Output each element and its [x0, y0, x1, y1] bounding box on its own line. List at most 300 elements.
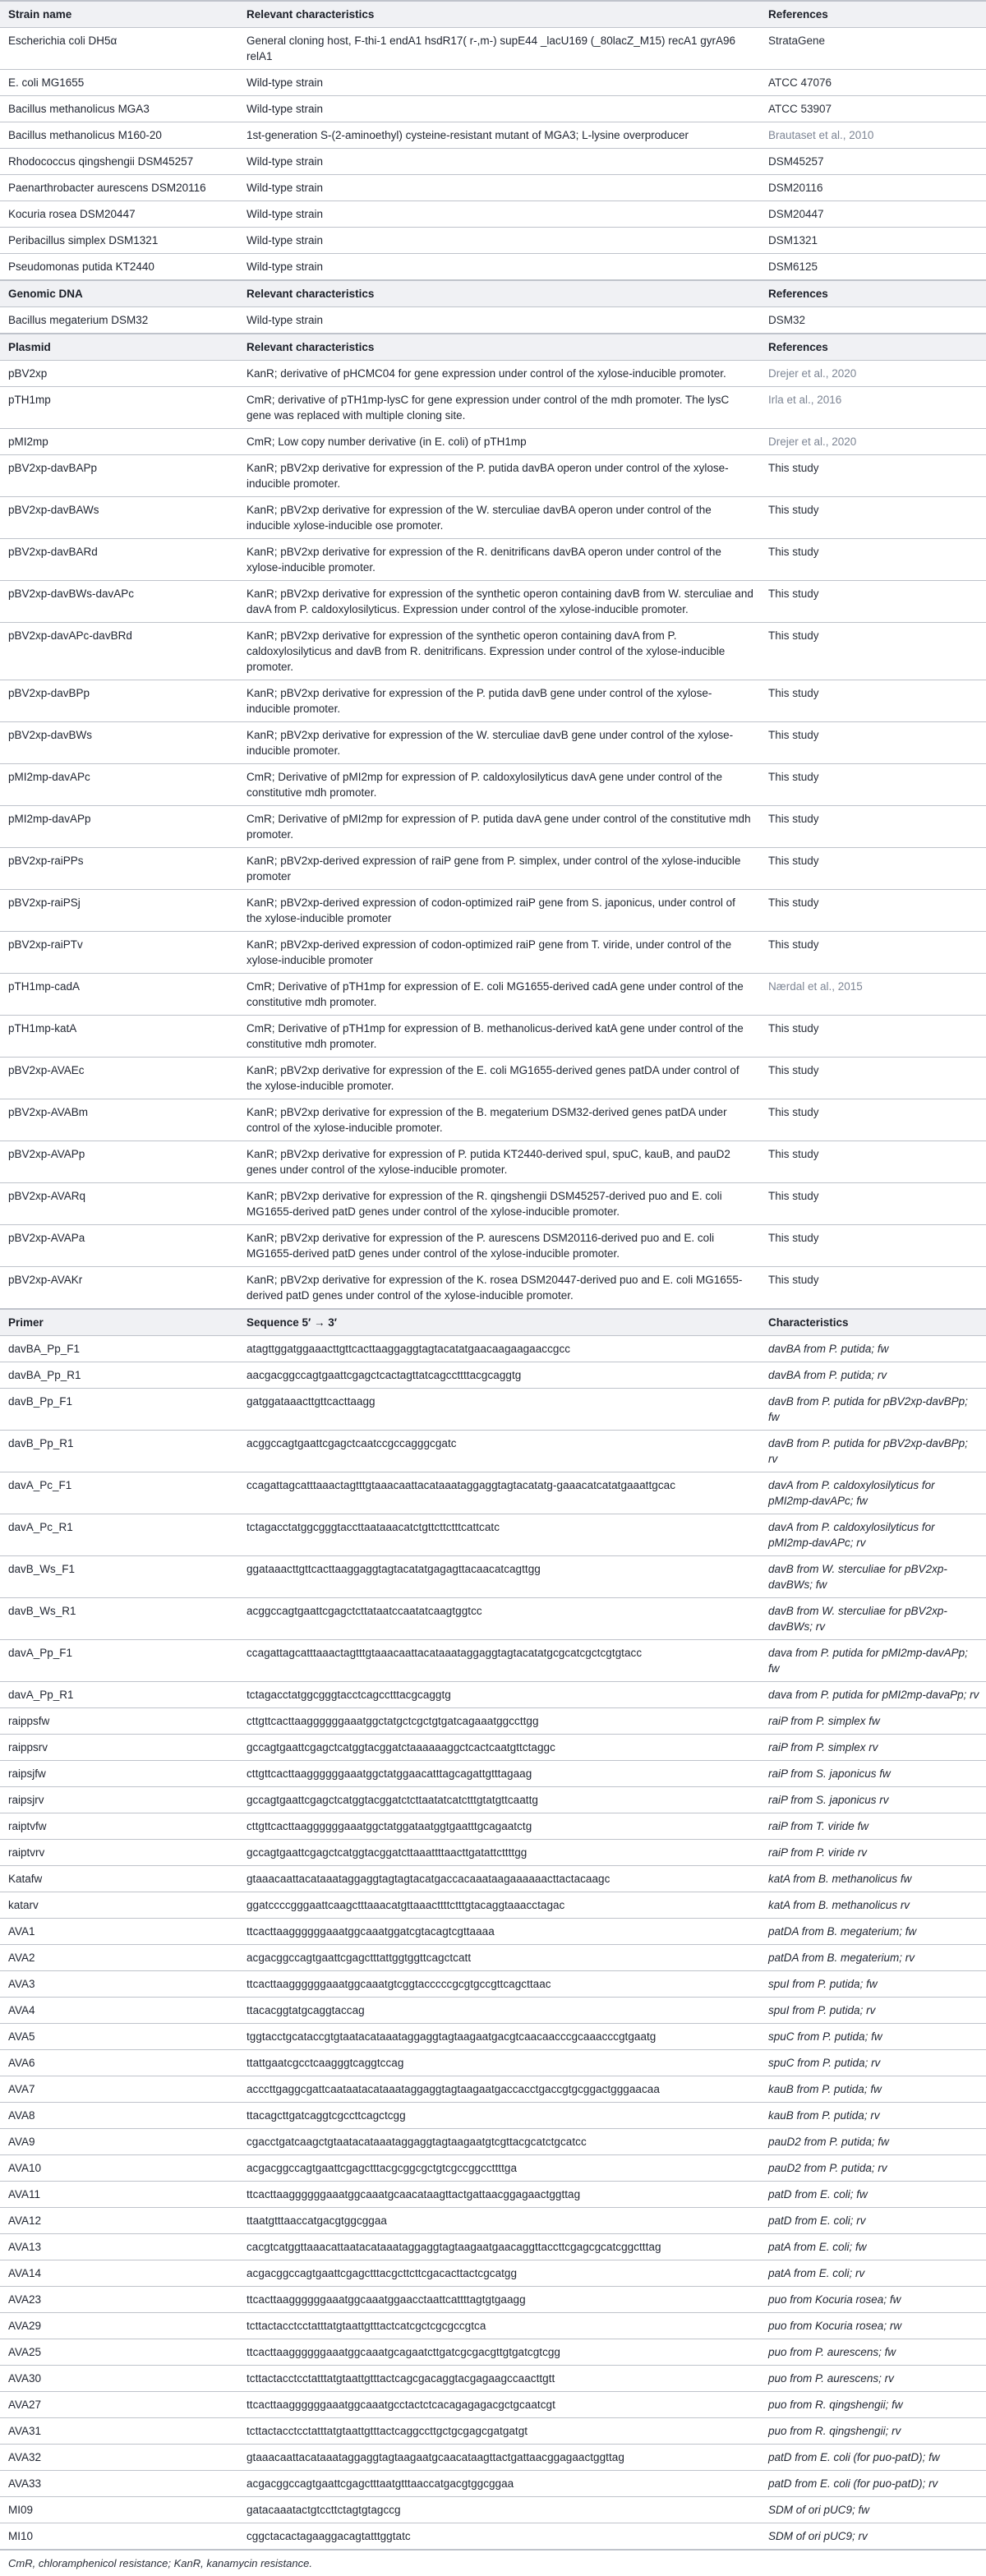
primers-cell-1: gtaaacaattacataaataggaggtagtaagaatgcaacataagttactgattaacggagaactggttag [238, 2445, 760, 2471]
primers-cell-1: cgacctgatcaagctgtaatacataaataggaggtagtaagaatgtcgttacgcatctgcatcc [238, 2129, 760, 2155]
table-row [0, 581, 986, 623]
table-row [0, 96, 986, 122]
primers-cell-2: patD from E. coli; rv [760, 2208, 986, 2234]
table-row [0, 2366, 986, 2392]
plasmids-header-row [0, 334, 986, 361]
genomic-cell-0: Bacillus megaterium DSM32 [0, 307, 238, 334]
strains-cell-2: Brautaset et al., 2010 [760, 122, 986, 149]
primers-cell-2: kauB from P. putida; fw [760, 2076, 986, 2103]
plasmids-cell-2: This study [760, 890, 986, 932]
primers-cell-2: davB from P. putida for pBV2xp-davBPp; fw [760, 1389, 986, 1431]
strains-cell-2: DSM45257 [760, 149, 986, 175]
strains-cell-0: Bacillus methanolicus M160-20 [0, 122, 238, 149]
strains-cell-2: DSM6125 [760, 254, 986, 281]
table-row [0, 890, 986, 932]
primers-cell-2: patD from E. coli (for puo-patD); rv [760, 2471, 986, 2497]
table-row [0, 2208, 986, 2234]
plasmids-cell-0: pTH1mp-katA [0, 1016, 238, 1058]
strains-cell-1: 1st-generation S-(2-aminoethyl) cysteine-resistant mutant of MGA3; L-lysine overproducer [238, 122, 760, 149]
plasmids-cell-1: KanR; pBV2xp derivative for expression of the W. sterculiae davB gene under control of the xylose-inducible promoter. [238, 722, 760, 764]
primers-cell-0: AVA27 [0, 2392, 238, 2418]
primers-cell-1: tcttactacctcctatttatgtaattgtttactcatcgctcgcgccgtca [238, 2313, 760, 2339]
primers-cell-1: gccagtgaattcgagctcatggtacggatcttaaattttaacttgatattcttttgg [238, 1840, 760, 1866]
plasmids-cell-2: This study [760, 722, 986, 764]
primers-cell-1: acggccagtgaattcgagctcttataatccaatatcaagtggtcc [238, 1598, 760, 1640]
plasmids-cell-0: pBV2xp [0, 361, 238, 387]
plasmids-cell-2: This study [760, 497, 986, 539]
plasmids-cell-1: KanR; pBV2xp derivative for expression of the R. qingshengii DSM45257-derived puo and E. coli MG1655-derived patD genes under control of the xylose-inducible promoter. [238, 1183, 760, 1225]
plasmids-header-2: References [760, 334, 986, 361]
plasmids-cell-1: KanR; pBV2xp-derived expression of codon-optimized raiP gene from T. viride, under control of the xylose-inducible promoter [238, 932, 760, 974]
table-row [0, 1866, 986, 1892]
primers-cell-2: raiP from P. simplex fw [760, 1708, 986, 1735]
primers-cell-2: kauB from P. putida; rv [760, 2103, 986, 2129]
primers-cell-2: puo from R. qingshengii; fw [760, 2392, 986, 2418]
table-row [0, 1336, 986, 1362]
strains-cell-2: StrataGene [760, 28, 986, 70]
strains-header-1: Relevant characteristics [238, 1, 760, 28]
plasmids-cell-1: KanR; pBV2xp derivative for expression of the K. rosea DSM20447-derived puo and E. coli MG1655-derived patD genes under control of the xylose-inducible promoter. [238, 1267, 760, 1310]
table-row [0, 1945, 986, 1971]
primers-cell-0: AVA11 [0, 2182, 238, 2208]
plasmids-cell-0: pBV2xp-AVARq [0, 1183, 238, 1225]
primers-cell-1: ttacacggtatgcaggtaccag [238, 1998, 760, 2024]
table-row [0, 1840, 986, 1866]
primers-cell-2: pauD2 from P. putida; fw [760, 2129, 986, 2155]
primers-cell-0: AVA25 [0, 2339, 238, 2366]
primers-cell-0: AVA30 [0, 2366, 238, 2392]
primers-cell-0: raipsjfw [0, 1761, 238, 1787]
plasmids-cell-1: KanR; pBV2xp-derived expression of codon-optimized raiP gene from S. japonicus, under control of the xylose-inducible promoter [238, 890, 760, 932]
primers-cell-2: patA from E. coli; fw [760, 2234, 986, 2260]
table-row [0, 149, 986, 175]
table-row [0, 1472, 986, 1514]
primers-cell-0: davA_Pp_F1 [0, 1640, 238, 1682]
strains-cell-2: ATCC 47076 [760, 70, 986, 96]
plasmids-cell-2: This study [760, 680, 986, 722]
plasmids-cell-2: This study [760, 455, 986, 497]
table-row [0, 254, 986, 281]
plasmids-cell-2: This study [760, 1016, 986, 1058]
table-row [0, 2182, 986, 2208]
plasmids-cell-2: Irla et al., 2016 [760, 387, 986, 429]
strains-cell-0: Paenarthrobacter aurescens DSM20116 [0, 175, 238, 201]
strains-cell-2: DSM20116 [760, 175, 986, 201]
primers-cell-0: AVA12 [0, 2208, 238, 2234]
primers-cell-0: raiptvfw [0, 1813, 238, 1840]
primers-cell-0: raippsfw [0, 1708, 238, 1735]
plasmids-header-1: Relevant characteristics [238, 334, 760, 361]
table-row [0, 623, 986, 680]
primers-cell-1: aacgacggccagtgaattcgagctcactagttatcagccttttacgcaggtg [238, 1362, 760, 1389]
primers-cell-2: raiP from S. japonicus fw [760, 1761, 986, 1787]
plasmids-cell-2: This study [760, 1183, 986, 1225]
plasmids-cell-1: KanR; pBV2xp derivative for expression of the synthetic operon containing davA from P. caldoxylosilyticus and davB from R. denitrificans. Expression under control of the xylose-inducible promoter. [238, 623, 760, 680]
primers-cell-0: AVA2 [0, 1945, 238, 1971]
plasmids-cell-1: CmR; Derivative of pMI2mp for expression of P. caldoxylosilyticus davA gene under control of the constitutive mdh promoter. [238, 764, 760, 806]
plasmids-cell-1: CmR; Derivative of pTH1mp for expression of E. coli MG1655-derived cadA gene under control of the constitutive mdh promoter. [238, 974, 760, 1016]
table-row [0, 2392, 986, 2418]
table-row [0, 1682, 986, 1708]
table-row [0, 1640, 986, 1682]
strains-cell-1: Wild-type strain [238, 70, 760, 96]
plasmids-cell-1: KanR; pBV2xp derivative for expression of the P. putida davB gene under control of the xylose-inducible promoter. [238, 680, 760, 722]
primers-cell-0: AVA8 [0, 2103, 238, 2129]
plasmids-cell-0: pMI2mp-davAPc [0, 764, 238, 806]
table-row [0, 1141, 986, 1183]
primers-cell-1: ttcacttaaggggggaaatggcaaatgcaacataagttactgattaacggagaactggttag [238, 2182, 760, 2208]
primers-cell-1: ggatccccgggaattcaagctttaaacatgttaaacttttctttgtacaggtaaacctagac [238, 1892, 760, 1919]
strains-cell-1: General cloning host, F-thi-1 endA1 hsdR17( r-,m-) supE44 _lacU169 (_80lacZ_M15) recA1 gyrA96 relA1 [238, 28, 760, 70]
table-row [0, 228, 986, 254]
plasmids-cell-2: This study [760, 806, 986, 848]
plasmids-cell-1: KanR; pBV2xp derivative for expression of P. putida KT2440-derived spuI, spuC, kauB, and pauD2 genes under control of the xylose-inducible promoter. [238, 1141, 760, 1183]
primers-cell-2: SDM of ori pUC9; fw [760, 2497, 986, 2523]
genomic-header-row [0, 280, 986, 307]
primers-cell-0: raippsrv [0, 1735, 238, 1761]
plasmids-cell-2: Drejer et al., 2020 [760, 361, 986, 387]
table-row [0, 1389, 986, 1431]
strains-cell-0: Pseudomonas putida KT2440 [0, 254, 238, 281]
primers-cell-2: davBA from P. putida; fw [760, 1336, 986, 1362]
plasmids-cell-1: KanR; pBV2xp derivative for expression of the B. megaterium DSM32-derived genes patDA under control of the xylose-inducible promoter. [238, 1099, 760, 1141]
table-row [0, 1787, 986, 1813]
table-row [0, 2339, 986, 2366]
plasmids-cell-1: KanR; pBV2xp derivative for expression of the R. denitrificans davBA operon under control of the xylose-inducible promoter. [238, 539, 760, 581]
table-row [0, 387, 986, 429]
plasmids-cell-1: CmR; Derivative of pMI2mp for expression of P. putida davA gene under control of the constitutive mdh promoter. [238, 806, 760, 848]
primers-cell-2: patA from E. coli; rv [760, 2260, 986, 2287]
table-row [0, 2155, 986, 2182]
plasmids-cell-0: pBV2xp-davBWs-davAPc [0, 581, 238, 623]
strains-header-0: Strain name [0, 1, 238, 28]
primers-cell-1: ttcacttaaggggggaaatggcaaatgcagaatcttgatcgcgacgttgtgatcgtcgg [238, 2339, 760, 2366]
strains-cell-0: Kocuria rosea DSM20447 [0, 201, 238, 228]
primers-cell-2: dava from P. putida for pMI2mp-davaPp; rv [760, 1682, 986, 1708]
primers-cell-1: gtaaacaattacataaataggaggtagtagtacatgaccacaaataagaaaaaacttactacaagc [238, 1866, 760, 1892]
primers-cell-2: davA from P. caldoxylosilyticus for pMI2mp-davAPc; rv [760, 1514, 986, 1556]
table-footnote: CmR, chloramphenicol resistance; KanR, kanamycin resistance. [0, 2549, 986, 2576]
genomic-header-0: Genomic DNA [0, 280, 238, 307]
primers-cell-1: cttgttcacttaaggggggaaatggctatggaacatttagcagattgtttagaag [238, 1761, 760, 1787]
plasmids-cell-2: This study [760, 1225, 986, 1267]
primers-cell-0: AVA32 [0, 2445, 238, 2471]
table-row [0, 201, 986, 228]
primers-header-0: Primer [0, 1309, 238, 1336]
primers-cell-0: MI10 [0, 2523, 238, 2550]
primers-cell-1: acgacggccagtgaattcgagctttacgcttcttcgacacttactcgcatgg [238, 2260, 760, 2287]
primers-cell-2: davA from P. caldoxylosilyticus for pMI2mp-davAPc; fw [760, 1472, 986, 1514]
strains-header-2: References [760, 1, 986, 28]
plasmids-cell-0: pBV2xp-AVAEc [0, 1058, 238, 1099]
table-row [0, 722, 986, 764]
plasmids-cell-0: pTH1mp-cadA [0, 974, 238, 1016]
primers-cell-1: acccttgaggcgattcaataatacataaataggaggtagtaagaatgaccacctgaccgtgcggactgggaacaa [238, 2076, 760, 2103]
table-row [0, 1708, 986, 1735]
strains-cell-1: Wild-type strain [238, 228, 760, 254]
table-row [0, 1919, 986, 1945]
table-row [0, 1892, 986, 1919]
primers-cell-2: puo from R. qingshengii; rv [760, 2418, 986, 2445]
primers-cell-0: davBA_Pp_R1 [0, 1362, 238, 1389]
plasmids-cell-0: pBV2xp-davBWs [0, 722, 238, 764]
primers-cell-2: dava from P. putida for pMI2mp-davAPp; fw [760, 1640, 986, 1682]
primers-cell-2: raiP from T. viride fw [760, 1813, 986, 1840]
primers-cell-1: ggataaacttgttcacttaaggaggtagtacatatgagagttacaacatcagttgg [238, 1556, 760, 1598]
primers-cell-2: davB from W. sterculiae for pBV2xp-davBWs; rv [760, 1598, 986, 1640]
genomic-cell-1: Wild-type strain [238, 307, 760, 334]
primers-cell-1: tcttactacctcctatttatgtaattgtttactcaggccttgctgcgagcgatgatgt [238, 2418, 760, 2445]
plasmids-cell-0: pBV2xp-AVABm [0, 1099, 238, 1141]
primers-cell-1: tcttactacctcctatttatgtaattgtttactcagcgacaggtacgagaagccaacttgtt [238, 2366, 760, 2392]
table-row [0, 2313, 986, 2339]
table-row [0, 2103, 986, 2129]
table-row [0, 2234, 986, 2260]
primers-cell-2: raiP from P. viride rv [760, 1840, 986, 1866]
primers-cell-0: AVA9 [0, 2129, 238, 2155]
plasmids-cell-0: pBV2xp-raiPSj [0, 890, 238, 932]
primers-cell-0: AVA5 [0, 2024, 238, 2050]
genomic-header-2: References [760, 280, 986, 307]
primers-cell-2: puo from Kocuria rosea; fw [760, 2287, 986, 2313]
table-row [0, 2287, 986, 2313]
table-row [0, 1735, 986, 1761]
primers-cell-1: acggccagtgaattcgagctcaatccgccagggcgatc [238, 1431, 760, 1472]
strains-cell-1: Wild-type strain [238, 175, 760, 201]
primers-cell-2: patD from E. coli (for puo-patD); fw [760, 2445, 986, 2471]
plasmids-cell-0: pBV2xp-raiPPs [0, 848, 238, 890]
primers-cell-0: AVA3 [0, 1971, 238, 1998]
table-row [0, 497, 986, 539]
plasmids-cell-0: pBV2xp-davBAPp [0, 455, 238, 497]
primers-cell-1: acgacggccagtgaattcgagctttacgcggcgctgtcgccggccttttga [238, 2155, 760, 2182]
plasmids-cell-2: This study [760, 848, 986, 890]
primers-cell-2: raiP from P. simplex rv [760, 1735, 986, 1761]
primers-cell-1: gatacaaatactgtccttctagtgtagccg [238, 2497, 760, 2523]
plasmids-cell-2: This study [760, 539, 986, 581]
table-row [0, 2471, 986, 2497]
table-row [0, 1761, 986, 1787]
primers-cell-0: raiptvrv [0, 1840, 238, 1866]
plasmids-cell-0: pBV2xp-davBARd [0, 539, 238, 581]
primers-header-2: Characteristics [760, 1309, 986, 1336]
plasmids-cell-2: Nærdal et al., 2015 [760, 974, 986, 1016]
primers-cell-2: spuC from P. putida; fw [760, 2024, 986, 2050]
table-row [0, 2523, 986, 2550]
table-row [0, 70, 986, 96]
primers-cell-2: davBA from P. putida; rv [760, 1362, 986, 1389]
table-row [0, 1099, 986, 1141]
primers-cell-0: AVA1 [0, 1919, 238, 1945]
genomic-cell-2: DSM32 [760, 307, 986, 334]
primers-cell-2: raiP from S. japonicus rv [760, 1787, 986, 1813]
table-row [0, 680, 986, 722]
primers-cell-0: Katafw [0, 1866, 238, 1892]
table-row [0, 1016, 986, 1058]
primers-cell-2: spuC from P. putida; rv [760, 2050, 986, 2076]
plasmids-cell-2: Drejer et al., 2020 [760, 429, 986, 455]
strains-cell-0: Bacillus methanolicus MGA3 [0, 96, 238, 122]
plasmids-cell-1: KanR; pBV2xp derivative for expression of the P. aurescens DSM20116-derived puo and E. coli MG1655-derived patD genes under control of the xylose-inducible promoter. [238, 1225, 760, 1267]
primers-cell-0: AVA13 [0, 2234, 238, 2260]
plasmids-cell-0: pBV2xp-davBAWs [0, 497, 238, 539]
primers-cell-1: ttcacttaaggggggaaatggcaaatggatcgtacagtcgttaaaa [238, 1919, 760, 1945]
primers-cell-2: patD from E. coli; fw [760, 2182, 986, 2208]
plasmids-cell-0: pTH1mp [0, 387, 238, 429]
primers-cell-0: davB_Ws_F1 [0, 1556, 238, 1598]
table-row [0, 429, 986, 455]
primers-cell-0: AVA7 [0, 2076, 238, 2103]
plasmids-cell-0: pBV2xp-AVAPp [0, 1141, 238, 1183]
table-row [0, 1058, 986, 1099]
primers-cell-1: ttcacttaaggggggaaatggcaaatgtcggtacccccgcgtgccgttcagcttaac [238, 1971, 760, 1998]
table-row [0, 175, 986, 201]
primers-cell-0: AVA33 [0, 2471, 238, 2497]
plasmids-cell-1: KanR; pBV2xp derivative for expression of the synthetic operon containing davB from W. sterculiae and davA from P. caldoxylosilyticus. Expression under control of the xylose-inducible promoter. [238, 581, 760, 623]
plasmids-cell-0: pBV2xp-davBPp [0, 680, 238, 722]
table-row [0, 1362, 986, 1389]
plasmids-cell-1: KanR; pBV2xp derivative for expression of the P. putida davBA operon under control of the xylose-inducible promoter. [238, 455, 760, 497]
primers-cell-0: AVA14 [0, 2260, 238, 2287]
plasmids-cell-2: This study [760, 932, 986, 974]
primers-cell-1: atagttggatggaaacttgttcacttaaggaggtagtacatatgaacaagaagaaccgcc [238, 1336, 760, 1362]
plasmids-cell-1: KanR; pBV2xp derivative for expression of the W. sterculiae davBA operon under control of the inducible xylose-inducible ose promoter. [238, 497, 760, 539]
primers-cell-2: puo from Kocuria rosea; rw [760, 2313, 986, 2339]
primers-cell-1: tctagacctatggcgggtacctcagcctttacgcaggtg [238, 1682, 760, 1708]
table-row [0, 28, 986, 70]
primers-cell-0: davA_Pc_R1 [0, 1514, 238, 1556]
primers-cell-0: MI09 [0, 2497, 238, 2523]
strains-cell-2: ATCC 53907 [760, 96, 986, 122]
strains-cell-2: DSM1321 [760, 228, 986, 254]
table-row [0, 455, 986, 497]
plasmids-cell-1: KanR; derivative of pHCMC04 for gene expression under control of the xylose-inducible promoter. [238, 361, 760, 387]
primers-cell-1: gccagtgaattcgagctcatggtacggatctaaaaaaggctcactcaatgttctaggc [238, 1735, 760, 1761]
primers-cell-1: acgacggccagtgaattcgagctttaatgtttaaccatgacgtggcggaa [238, 2471, 760, 2497]
table-row [0, 2024, 986, 2050]
genomic-header-1: Relevant characteristics [238, 280, 760, 307]
table-row [0, 806, 986, 848]
strains-cell-1: Wild-type strain [238, 201, 760, 228]
strains-cell-1: Wild-type strain [238, 254, 760, 281]
strains-cell-0: Peribacillus simplex DSM1321 [0, 228, 238, 254]
primers-cell-2: katA from B. methanolicus rv [760, 1892, 986, 1919]
plasmids-cell-2: This study [760, 1058, 986, 1099]
plasmids-cell-1: CmR; Low copy number derivative (in E. coli) of pTH1mp [238, 429, 760, 455]
primers-header-row [0, 1309, 986, 1336]
table-row [0, 122, 986, 149]
table-row [0, 1514, 986, 1556]
strains-cell-0: Escherichia coli DH5α [0, 28, 238, 70]
table-row [0, 1225, 986, 1267]
table-row [0, 2050, 986, 2076]
primers-cell-2: patDA from B. megaterium; rv [760, 1945, 986, 1971]
primers-cell-1: cttgttcacttaaggggggaaatggctatgctcgctgtgatcagaaatggccttgg [238, 1708, 760, 1735]
primers-cell-0: AVA31 [0, 2418, 238, 2445]
table-row [0, 848, 986, 890]
plasmids-cell-2: This study [760, 1141, 986, 1183]
primers-cell-1: tctagacctatggcgggtaccttaataaacatctgttcttctttcattcatc [238, 1514, 760, 1556]
primers-cell-1: acgacggccagtgaattcgagctttattggtggttcagctcatt [238, 1945, 760, 1971]
table-row [0, 1971, 986, 1998]
plasmids-cell-2: This study [760, 623, 986, 680]
plasmids-cell-2: This study [760, 1099, 986, 1141]
primers-cell-0: davA_Pc_F1 [0, 1472, 238, 1514]
table-row [0, 1267, 986, 1310]
table-row [0, 764, 986, 806]
primers-cell-0: davA_Pp_R1 [0, 1682, 238, 1708]
table-row [0, 2445, 986, 2471]
primers-cell-0: davBA_Pp_F1 [0, 1336, 238, 1362]
primers-cell-0: AVA4 [0, 1998, 238, 2024]
table-row [0, 974, 986, 1016]
strains-cell-1: Wild-type strain [238, 149, 760, 175]
table-row [0, 539, 986, 581]
primers-cell-1: gatggataaacttgttcacttaagg [238, 1389, 760, 1431]
table-row [0, 2260, 986, 2287]
plasmids-cell-0: pBV2xp-AVAPa [0, 1225, 238, 1267]
plasmids-cell-1: KanR; pBV2xp-derived expression of raiP gene from P. simplex, under control of the xylose-inducible promoter [238, 848, 760, 890]
primers-cell-1: cggctacactagaaggacagtatttggtatc [238, 2523, 760, 2550]
primers-cell-2: pauD2 from P. putida; rv [760, 2155, 986, 2182]
primers-cell-0: davB_Pp_F1 [0, 1389, 238, 1431]
primers-cell-0: AVA6 [0, 2050, 238, 2076]
plasmids-cell-1: CmR; derivative of pTH1mp-lysC for gene expression under control of the mdh promoter. The lysC gene was replaced with multiple cloning site. [238, 387, 760, 429]
primers-cell-2: davB from W. sterculiae for pBV2xp-davBWs; fw [760, 1556, 986, 1598]
table-row [0, 2129, 986, 2155]
primers-cell-1: ttcacttaaggggggaaatggcaaatggaacctaattcattttagtgtgaagg [238, 2287, 760, 2313]
primers-cell-1: ttaatgtttaaccatgacgtggcggaa [238, 2208, 760, 2234]
table-row [0, 2418, 986, 2445]
table-row [0, 1998, 986, 2024]
primers-cell-2: puo from P. aurescens; rv [760, 2366, 986, 2392]
plasmids-header-0: Plasmid [0, 334, 238, 361]
plasmids-cell-0: pMI2mp-davAPp [0, 806, 238, 848]
primers-cell-1: tggtacctgcataccgtgtaatacataaataggaggtagtaagaatgacgtcaacaacccgcaaacccgtgaatg [238, 2024, 760, 2050]
primers-cell-1: ttattgaatcgcctcaagggtcaggtccag [238, 2050, 760, 2076]
table-row [0, 307, 986, 334]
primers-cell-2: puo from P. aurescens; fw [760, 2339, 986, 2366]
primers-cell-2: spuI from P. putida; rv [760, 1998, 986, 2024]
strains-cell-0: E. coli MG1655 [0, 70, 238, 96]
plasmids-cell-2: This study [760, 764, 986, 806]
primers-cell-1: cacgtcatggttaaacattaatacataaataggaggtagtaagaatgaacaggttaccttcgagcgcatcggctttag [238, 2234, 760, 2260]
primers-cell-1: ttacagcttgatcaggtcgccttcagctcgg [238, 2103, 760, 2129]
table-row [0, 2076, 986, 2103]
strains-cell-0: Rhodococcus qingshengii DSM45257 [0, 149, 238, 175]
primers-cell-1: ccagattagcatttaaactagtttgtaaacaattacataaataggaggtagtacatatg-gaaacatcatatgaaattgcac [238, 1472, 760, 1514]
plasmids-cell-0: pMI2mp [0, 429, 238, 455]
primers-header-1: Sequence 5′ → 3′ [238, 1309, 760, 1336]
primers-cell-2: katA from B. methanolicus fw [760, 1866, 986, 1892]
primers-cell-0: raipsjrv [0, 1787, 238, 1813]
primers-cell-0: AVA23 [0, 2287, 238, 2313]
plasmids-cell-0: pBV2xp-davAPc-davBRd [0, 623, 238, 680]
primers-cell-0: AVA29 [0, 2313, 238, 2339]
plasmids-cell-2: This study [760, 1267, 986, 1310]
plasmids-cell-0: pBV2xp-AVAKr [0, 1267, 238, 1310]
table-row [0, 1183, 986, 1225]
primers-cell-2: SDM of ori pUC9; rv [760, 2523, 986, 2550]
primers-cell-2: davB from P. putida for pBV2xp-davBPp; rv [760, 1431, 986, 1472]
primers-cell-1: cttgttcacttaaggggggaaatggctatggataatggtgaatttgcagaatctg [238, 1813, 760, 1840]
strains-header-row [0, 1, 986, 28]
strains-cell-1: Wild-type strain [238, 96, 760, 122]
primers-cell-0: katarv [0, 1892, 238, 1919]
table-row [0, 932, 986, 974]
primers-cell-2: spuI from P. putida; fw [760, 1971, 986, 1998]
plasmids-cell-1: CmR; Derivative of pTH1mp for expression of B. methanolicus-derived katA gene under control of the constitutive mdh promoter. [238, 1016, 760, 1058]
